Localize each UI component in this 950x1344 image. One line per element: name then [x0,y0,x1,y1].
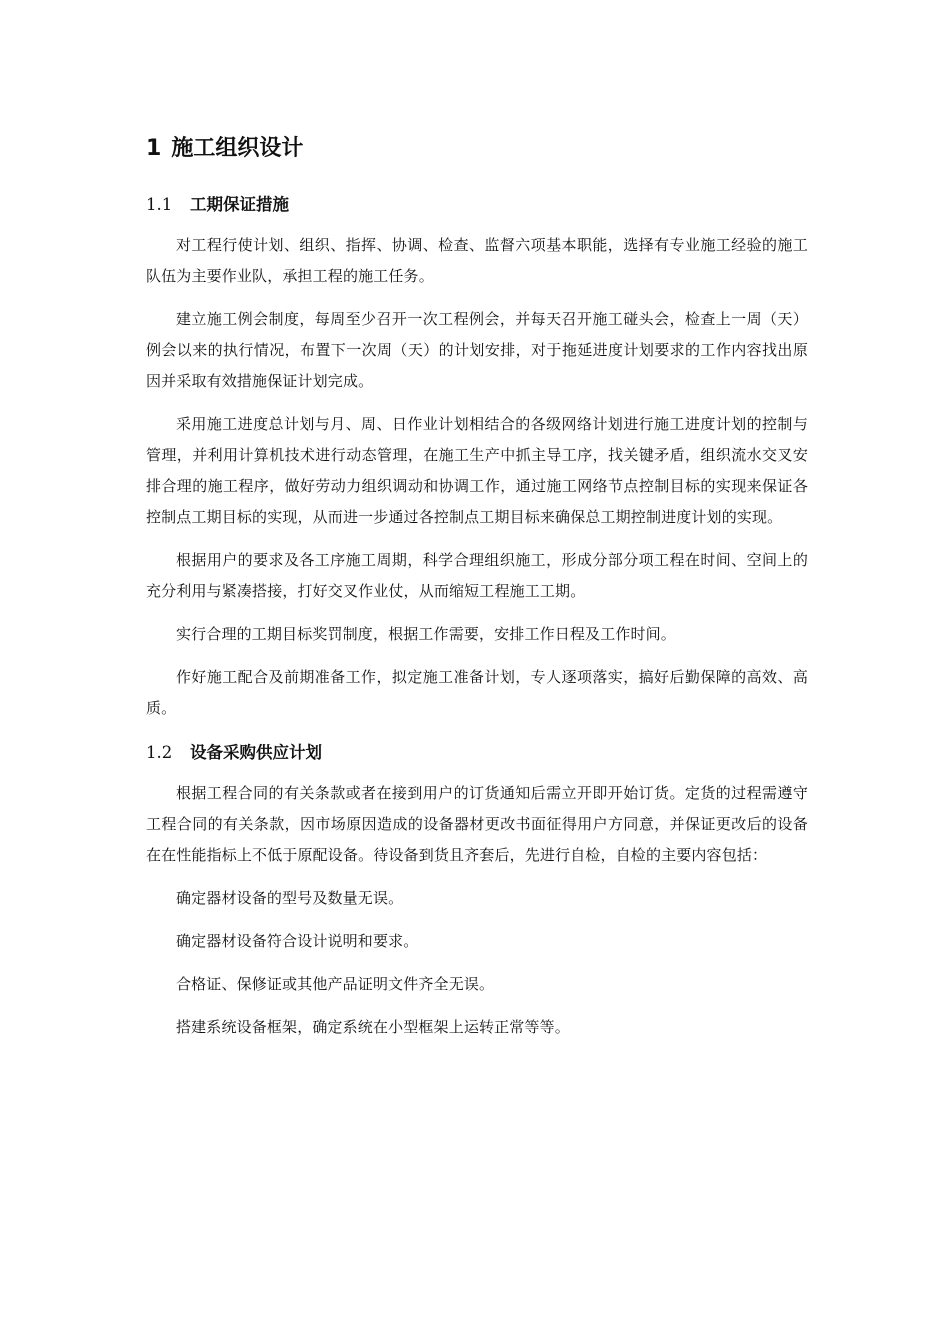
chapter-title: 施工组织设计 [171,136,304,161]
chapter-heading [146,132,808,166]
paragraph: 实行合理的工期目标奖罚制度，根据工作需要，安排工作日程及工作时间。 [176,625,676,643]
paragraph: 对工程行使计划、组织、指挥、协调、检查、监督六项基本职能，选择有专业施工经验的施工队伍为主要作业队，承担工程的施工任务。 [146,236,808,285]
section-title: 工期保证措施 [190,195,289,214]
check-item: 确定器材设备符合设计说明和要求。 [176,932,419,950]
paragraph: 作好施工配合及前期准备工作，拟定施工准备计划，专人逐项落实，搞好后勤保障的高效、高质。 [146,668,808,717]
chapter-number: 1 [146,136,162,161]
section-title: 设备采购供应计划 [190,743,322,762]
document-body [146,132,808,1055]
paragraph: 根据工程合同的有关条款或者在接到用户的订货通知后需立开即开始订货。定货的过程需遵守工程合同的有关条款，因市场原因造成的设备器材更改书面征得用户方同意，并保证更改后的设备在在性能指标上不低于原配设备。待设备到货且齐套后，先进行自检，自检的主要内容包括： [146,784,808,864]
paragraph: 采用施工进度总计划与月、周、日作业计划相结合的各级网络计划进行施工进度计划的控制与管理，并利用计算机技术进行动态管理，在施工生产中抓主导工序，找关键矛盾，组织流水交叉安排合理的施工程序，做好劳动力组织调动和协调工作，通过施工网络节点控制目标的实现来保证各控制点工期目标的实现，从而进一步通过各控制点工期目标来确保总工期控制进度计划的实现。 [146,415,808,526]
paragraph: 根据用户的要求及各工序施工周期，科学合理组织施工，形成分部分项工程在时间、空间上的充分利用与紧凑搭接，打好交叉作业仗，从而缩短工程施工工期。 [146,551,808,600]
section-number: 1.1 [146,195,173,214]
section-heading [146,738,808,768]
check-item: 搭建系统设备框架，确定系统在小型框架上运转正常等等。 [176,1018,570,1036]
paragraph: 建立施工例会制度，每周至少召开一次工程例会，并每天召开施工碰头会，检查上一周（天）例会以来的执行情况，布置下一次周（天）的计划安排，对于拖延进度计划要求的工作内容找出原因并采取有效措施保证计划完成。 [146,310,808,390]
section-number: 1.2 [146,743,173,762]
check-item: 合格证、保修证或其他产品证明文件齐全无误。 [176,975,495,993]
check-item: 确定器材设备的型号及数量无误。 [176,889,404,907]
section-heading [146,190,808,220]
